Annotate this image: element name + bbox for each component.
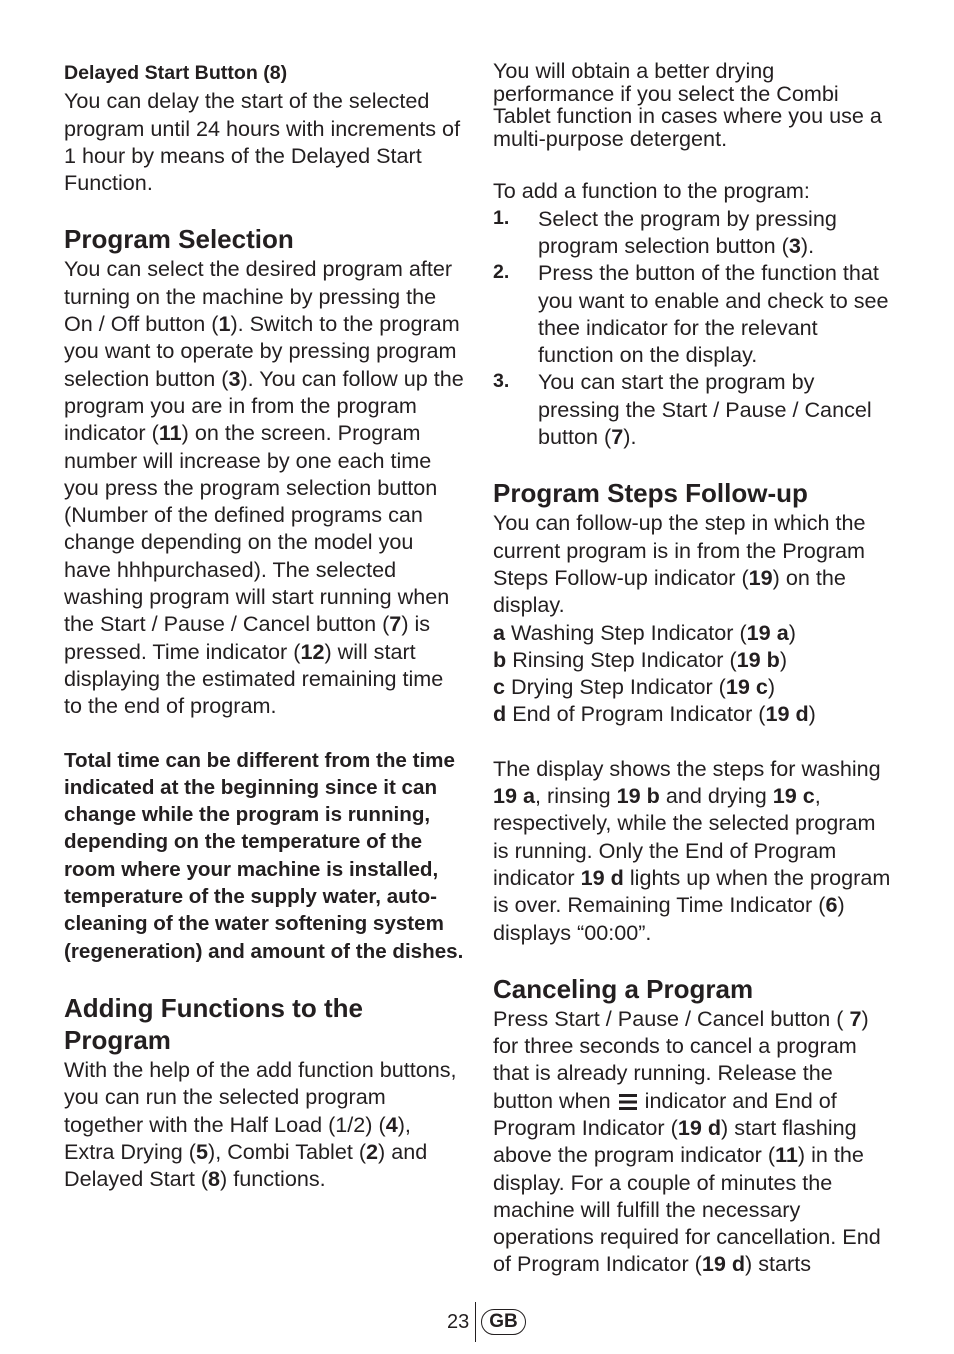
program-steps-title: Program Steps Follow-up: [493, 478, 808, 509]
adding-functions-title: Adding Functions to the Program: [64, 992, 363, 1055]
language-badge: GB: [481, 1309, 526, 1335]
step-item: 1. Select the program by pressing program selection button (3).: [493, 205, 837, 258]
indicator-line: a Washing Step Indicator (19 a): [493, 619, 796, 645]
canceling-text: Press Start / Pause / Cancel button ( 7) for three seconds to cancel a program that is already running. Release the button when indicator and End of Program Indicator (19 d) start flashing above the program indicator (11) in the display. For a couple of minutes the machine will fulfill the necessary operations required for cancellation. End of Program Indicator (19 d) starts: [493, 1005, 881, 1277]
footer-divider: [475, 1302, 476, 1342]
step-item: 3. You can start the program by pressing the Start / Pause / Cancel button (7).: [493, 369, 872, 450]
delayed-start-heading: Delayed Start Button (8): [64, 62, 288, 84]
combi-tablet-note: You will obtain a better drying performance if you select the Combi Tablet function in cases where you use a multi-purpose detergent.: [493, 58, 882, 151]
program-selection-title: Program Selection: [64, 224, 294, 255]
page-number: 23: [447, 1311, 470, 1333]
step-item: 2. Press the button of the function that you want to enable and check to see thee indicator for the relevant function on the display.: [493, 260, 889, 368]
adding-functions-text: With the help of the add function buttons, you can run the selected program together with the Half Load (1/2) (4), Extra Drying (5), Combi Tablet (2) and Delayed Start (8) functions.: [64, 1056, 457, 1192]
total-time-warning: Total time can be different from the time indicated at the beginning since it can change while the program is running, depending on the temperature of the room where your machine is installed, temperature of the supply water, auto-cleaning of the water softening system (regeneration) and amount of the dishes.: [64, 748, 464, 963]
indicator-line: c Drying Step Indicator (19 c): [493, 674, 776, 700]
program-steps-text: You can follow-up the step in which the current program is in from the Program Steps Follow-up indicator (19) on the display.: [493, 510, 866, 618]
display-steps-text: The display shows the steps for washing 19 a, rinsing 19 b and drying 19 c, respectively, while the selected program is running. Only the End of Program indicator 19 d lights up when the program is over. Remaining Time Indicator (6) displays “00:00”.: [493, 755, 891, 945]
page-footer: [447, 1302, 526, 1342]
program-selection-text: You can select the desired program after turning on the machine by pressing the On / Off button (1). Switch to the program you want to operate by pressing program selection button (3). You can follow up the program you are in from the program indicator (11) on the screen. Program number will increase by one each time you press the program selection button (Number of the defined programs can change depending on the model you have hhhpurchased). The selected washing program will start running when the Start / Pause / Cancel button (7) is pressed. Time indicator (12) will start displaying the estimated remaining time to the end of program.: [64, 256, 464, 719]
indicator-line: d End of Program Indicator (19 d): [493, 701, 816, 727]
three-lines-icon: [619, 1094, 637, 1110]
right-column: [493, 60, 893, 1278]
indicator-line: b Rinsing Step Indicator (19 b): [493, 646, 788, 672]
add-function-intro: To add a function to the program:: [493, 178, 810, 204]
canceling-title: Canceling a Program: [493, 973, 754, 1004]
left-column: [64, 60, 464, 1192]
delayed-start-text: You can delay the start of the selected program until 24 hours with increments of 1 hour by means of the Delayed Start Function.: [64, 88, 461, 196]
